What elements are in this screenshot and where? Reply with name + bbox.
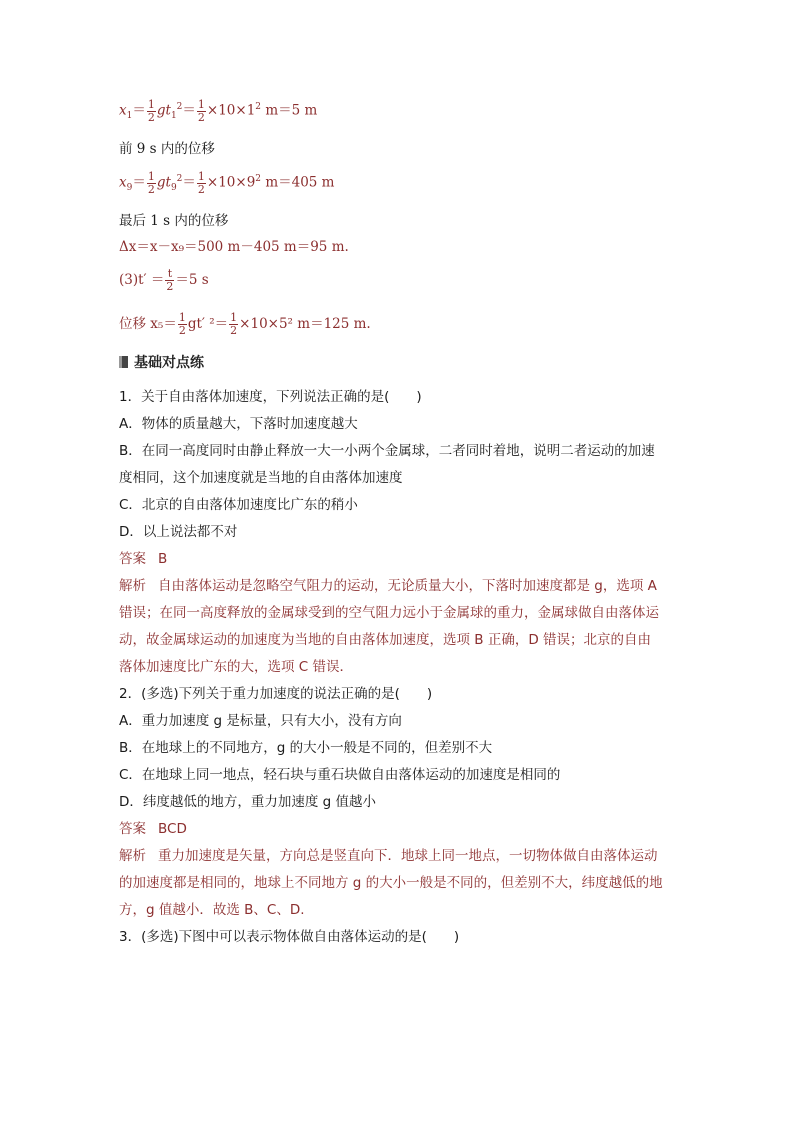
analysis-line: 落体加速度比广东的大，选项 C 错误． <box>119 659 354 675</box>
option: B．在同一高度同时由静止释放一大一小两个金属球，二者同时着地，说明二者运动的加速 <box>119 443 655 459</box>
question-2 <box>119 681 679 924</box>
analysis-line: 方，g 值越小．故选 B、C、D. <box>119 902 305 918</box>
option: D．纬度越低的地方，重力加速度 g 值越小 <box>119 794 377 810</box>
option: C．北京的自由落体加速度比广东的稍小 <box>119 497 358 513</box>
label-last-second: 最后 1 s 内的位移 <box>119 213 229 229</box>
equation-delta-x: Δx＝x－x₉＝500 m－405 m＝95 m. <box>119 239 349 255</box>
equation-t-prime: (3)t′ ＝ $\frac{t}{2}$ ＝5 s <box>119 267 209 293</box>
equation-x5: 位移 x₅＝ $\frac{1}{2}$ gt′ ²＝ $\frac{1}{2}$ ×10×5² m＝125 m. <box>119 311 371 337</box>
analysis-line: 解析 重力加速度是矢量，方向总是竖直向下．地球上同一地点，一切物体做自由落体运动 <box>119 848 658 864</box>
question-stem: 2．(多选)下列关于重力加速度的说法正确的是( ) <box>119 686 433 702</box>
option: A．重力加速度 g 是标量，只有大小，没有方向 <box>119 713 402 729</box>
question-1 <box>119 384 679 681</box>
label-9s-displacement: 前 9 s 内的位移 <box>119 141 215 157</box>
answer-value: B <box>158 551 168 567</box>
section-marker-icon <box>119 356 128 368</box>
equation-x9: $x_9=$ $\frac{1}{2}$ $gt_9^2=$ $\frac{1}{2}$ $\times 10\times 9^2$ m＝405 m <box>119 169 335 196</box>
option: B．在地球上的不同地方，g 的大小一般是不同的，但差别不大 <box>119 740 493 756</box>
answer-value: BCD <box>158 821 187 837</box>
option: D．以上说法都不对 <box>119 524 238 540</box>
analysis-line: 错误；在同一高度释放的金属球受到的空气阻力远小于金属球的重力，金属球做自由落体运 <box>119 605 659 621</box>
section-title: 基础对点练 <box>134 355 204 371</box>
answer-line: 答案 B <box>119 551 168 567</box>
answer-line: 答案 BCD <box>119 821 187 837</box>
analysis-line: 的加速度都是相同的，地球上不同地方 g 的大小一般是不同的，但差别不大，纬度越低的地 <box>119 875 663 891</box>
analysis-line: 解析 自由落体运动是忽略空气阻力的运动，无论质量大小，下落时加速度都是 g，选项 A <box>119 578 657 594</box>
option: A．物体的质量越大，下落时加速度越大 <box>119 416 358 432</box>
question-stem: 3．(多选)下图中可以表示物体做自由落体运动的是( ) <box>119 929 460 945</box>
option-continuation: 度相同，这个加速度就是当地的自由落体加速度 <box>119 470 403 486</box>
option: C．在地球上同一地点，轻石块与重石块做自由落体运动的加速度是相同的 <box>119 767 561 783</box>
question-stem: 1．关于自由落体加速度，下列说法正确的是( ) <box>119 389 422 405</box>
question-3 <box>119 924 679 951</box>
equation-x1: $x_1=$ $\frac{1}{2}$ $gt_1^2=$ $\frac{1}{2}$ $\times 10\times 1^2$ m＝5 m <box>119 97 318 124</box>
section-header <box>119 352 204 372</box>
analysis-line: 动，故金属球运动的加速度为当地的自由落体加速度，选项 B 正确，D 错误；北京的自由 <box>119 632 652 648</box>
